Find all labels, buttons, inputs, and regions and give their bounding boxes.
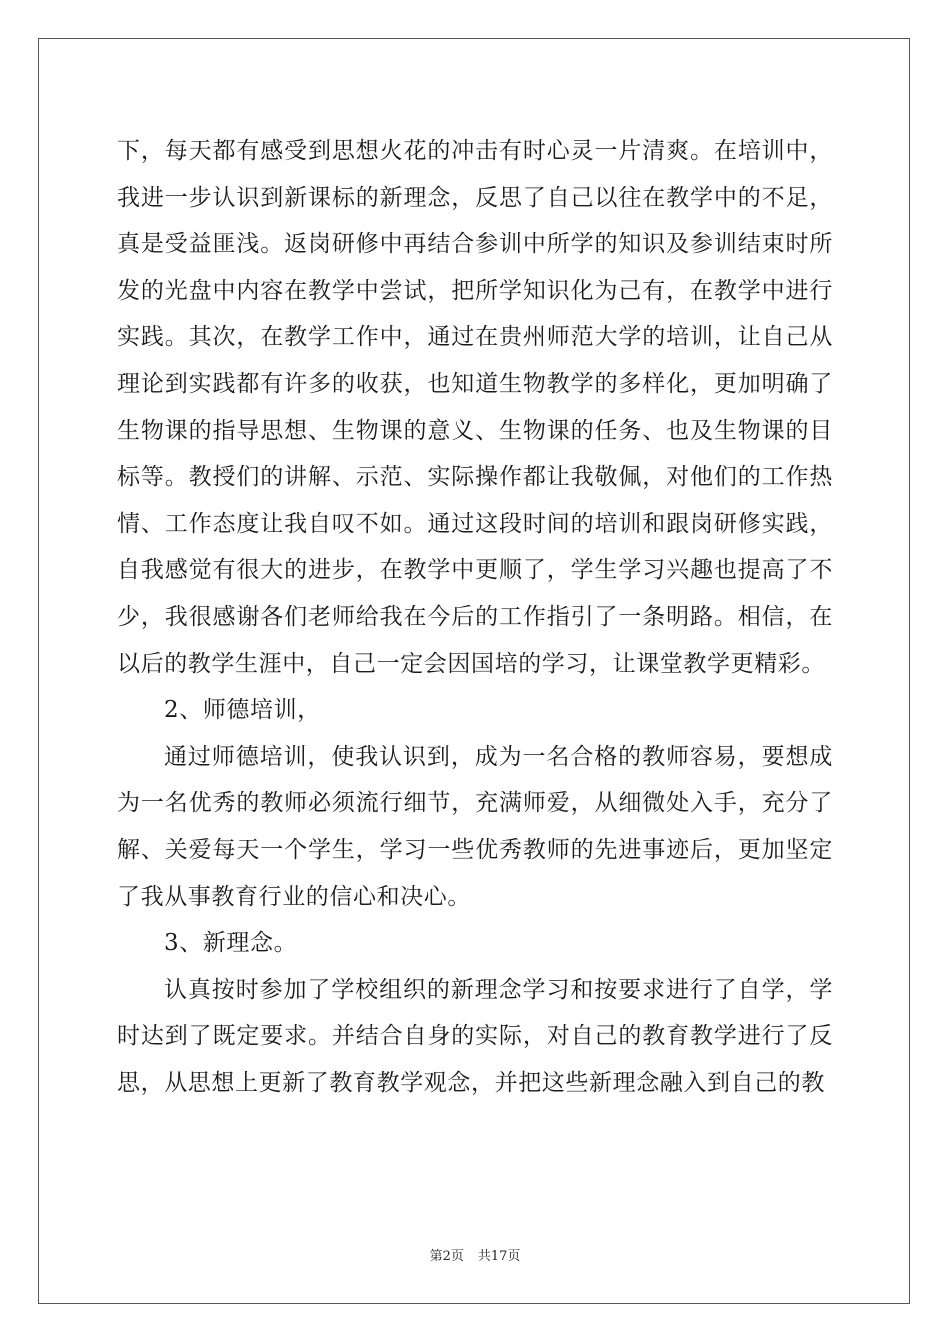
heading-new-concepts: 3、新理念。: [164, 930, 298, 957]
paragraph-new-concepts: 认真按时参加了学校组织的新理念学习和按要求进行了自学，学时达到了既定要求。并结合自身的实际，对自己的教育教学进行了反思，从思想上更新了教育教学观念，并把这些新理念融入到自己的教: [117, 976, 833, 1096]
total-page-count: 共17页: [477, 1249, 521, 1264]
page-footer: [0, 1245, 950, 1264]
current-page-number: 第2页: [429, 1249, 464, 1264]
paragraph-ethics-training: 通过师德培训，使我认识到，成为一名合格的教师容易，要想成为一名优秀的教师必须流行细节，充满师爱，从细微处入手，充分了解、关爱每天一个学生，学习一些优秀教师的先进事迹后，更加坚定了我从事教育行业的信心和决心。: [117, 743, 833, 910]
heading-ethics-training: 2、师德培训，: [164, 697, 321, 724]
paragraph-continuation: 下，每天都有感受到思想火花的冲击有时心灵一片清爽。在培训中，我进一步认识到新课标的新理念，反思了自己以往在教学中的不足，真是受益匪浅。返岗研修中再结合参训中所学的知识及参训结束时所发的光盘中内容在教学中尝试，把所学知识化为己有，在教学中进行实践。其次，在教学工作中，通过在贵州师范大学的培训，让自己从理论到实践都有许多的收获，也知道生物教学的多样化，更加明确了生物课的指导思想、生物课的意义、生物课的任务、也及生物课的目标等。教授们的讲解、示范、实际操作都让我敬佩，对他们的工作热情、工作态度让我自叹不如。通过这段时间的培训和跟岗研修实践，自我感觉有很大的进步，在教学中更顺了，学生学习兴趣也提高了不少，我很感谢各们老师给我在今后的工作指引了一条明路。相信，在以后的教学生涯中，自己一定会因国培的学习，让课堂教学更精彩。: [117, 138, 833, 677]
document-body: [117, 128, 833, 1106]
